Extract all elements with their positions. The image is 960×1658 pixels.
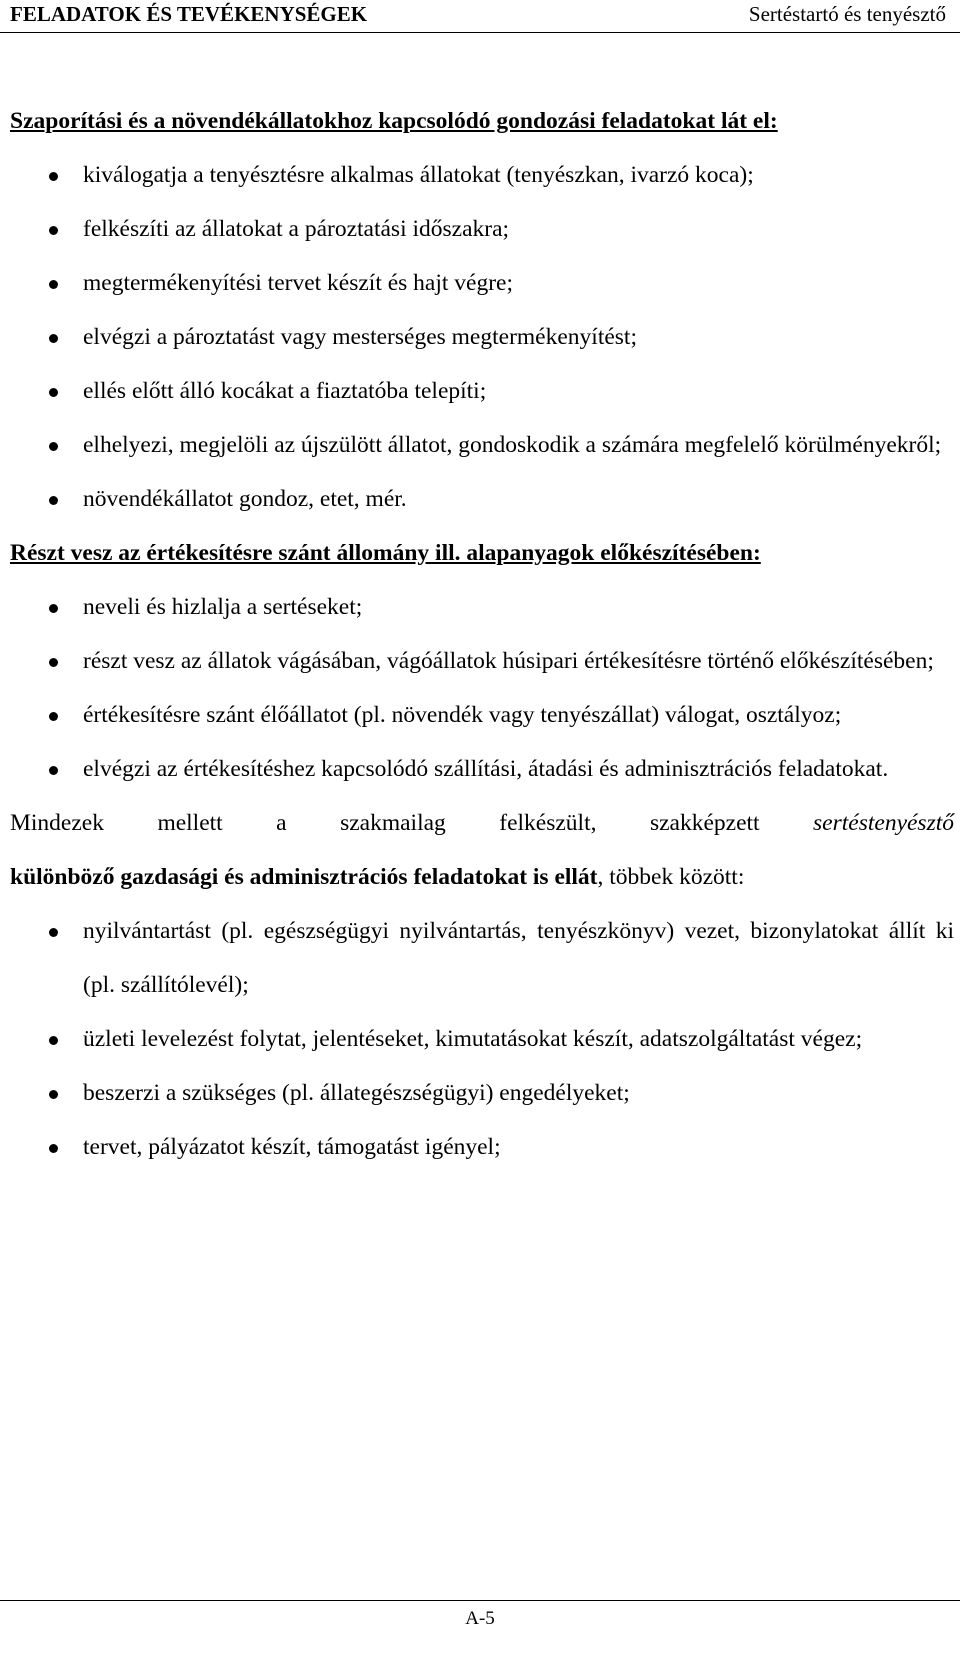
admin-intro-paragraph <box>10 796 954 904</box>
list-item: ellés előtt álló kocákat a fiaztatóba telepíti; <box>10 364 954 418</box>
list-item: megtermékenyítési tervet készít és hajt végre; <box>10 256 954 310</box>
list-item: beszerzi a szükséges (pl. állategészségügyi) engedélyeket; <box>10 1066 954 1120</box>
list-item: elvégzi a pároztatást vagy mesterséges megtermékenyítést; <box>10 310 954 364</box>
list-item: kiválogatja a tenyésztésre alkalmas állatokat (tenyészkan, ivarzó koca); <box>10 148 954 202</box>
list-item: neveli és hizlalja a sertéseket; <box>10 580 954 634</box>
section-heading-sales-preparation: Részt vesz az értékesítésre szánt állomány ill. alapanyagok előkészítésében: <box>10 540 761 566</box>
admin-task-list <box>10 904 954 1174</box>
list-item: elhelyezi, megjelöli az újszülött állatot, gondoskodik a számára megfelelő körülményekről; <box>10 418 954 472</box>
paragraph-line-1 <box>10 796 954 850</box>
header-chapter-title: FELADATOK ÉS TEVÉKENYSÉGEK <box>10 2 368 26</box>
section-heading-breeding: Szaporítási és a növendékállatokhoz kapcsolódó gondozási feladatokat lát el: <box>10 108 778 134</box>
list-item: tervet, pályázatot készít, támogatást igényel; <box>10 1120 954 1174</box>
paragraph-bold-text: különböző gazdasági és adminisztrációs feladatokat is ellát <box>10 864 598 890</box>
footer-divider <box>0 1600 960 1601</box>
list-item: elvégzi az értékesítéshez kapcsolódó szállítási, átadási és adminisztrációs feladatokat. <box>10 742 954 796</box>
list-item: értékesítésre szánt élőállatot (pl. növendék vagy tenyészállat) válogat, osztályoz; <box>10 688 954 742</box>
paragraph-text: Mindezek mellett a szakmailag felkészült, szakképzett <box>10 810 814 836</box>
list-item: részt vesz az állatok vágásában, vágóállatok húsipari értékesítésre történő előkészítésében; <box>10 634 954 688</box>
page-number: A-5 <box>465 1608 495 1629</box>
page-content <box>10 94 954 1174</box>
page-header <box>0 0 960 33</box>
list-item: nyilvántartást (pl. egészségügyi nyilvántartás, tenyészkönyv) vezet, bizonylatokat állít ki (pl. szállítólevél); <box>10 904 954 1012</box>
paragraph-line-2 <box>10 850 954 904</box>
sales-task-list <box>10 580 954 796</box>
paragraph-italic-term: sertéstenyésztő <box>813 810 954 836</box>
paragraph-text-end: , többek között: <box>597 864 745 890</box>
list-item: felkészíti az állatokat a pároztatási időszakra; <box>10 202 954 256</box>
list-item: üzleti levelezést folytat, jelentéseket, kimutatásokat készít, adatszolgáltatást végez; <box>10 1012 954 1066</box>
list-item: növendékállatot gondoz, etet, mér. <box>10 472 954 526</box>
header-document-title: Sertéstartó és tenyésztő <box>748 2 946 26</box>
breeding-task-list <box>10 148 954 526</box>
